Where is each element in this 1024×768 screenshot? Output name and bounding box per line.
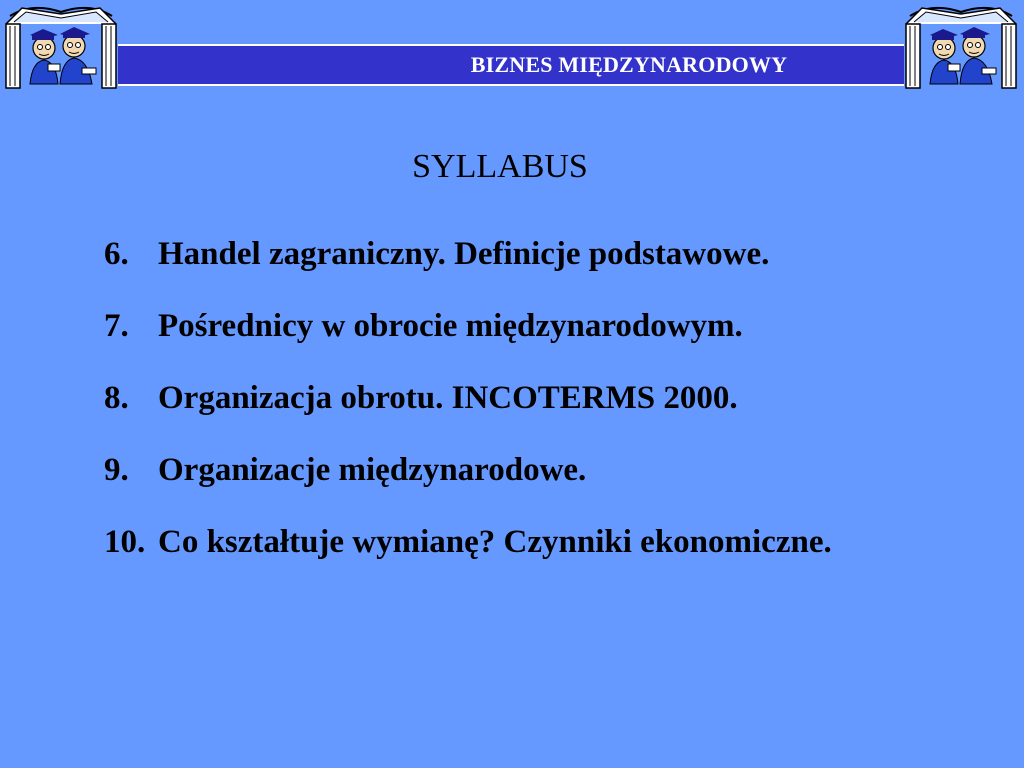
item-number: 8.	[104, 380, 129, 416]
list-item	[104, 520, 1004, 592]
item-number: 9.	[104, 452, 129, 488]
list-item	[104, 304, 1004, 376]
graduates-gate-icon	[902, 2, 1020, 90]
item-number: 6.	[104, 236, 129, 272]
graduates-gate-icon	[2, 2, 120, 90]
item-text: Handel zagraniczny. Definicje podstawowe.	[158, 236, 770, 272]
item-text: Organizacja obrotu. INCOTERMS 2000.	[158, 380, 738, 416]
header-band	[118, 44, 904, 86]
item-text: Co kształtuje wymianę? Czynniki ekonomiczne.	[158, 524, 832, 560]
list-item	[104, 376, 1004, 448]
graduates-logo-left	[2, 2, 120, 90]
item-text: Organizacje międzynarodowe.	[158, 452, 587, 488]
header-title: BIZNES MIĘDZYNARODOWY	[470, 52, 788, 77]
graduates-logo-right	[902, 2, 1020, 90]
item-number: 7.	[104, 308, 129, 344]
item-text: Pośrednicy w obrocie międzynarodowym.	[158, 308, 743, 344]
list-item	[104, 448, 1004, 520]
syllabus-list	[104, 232, 1004, 592]
list-item	[104, 232, 1004, 304]
slide-heading: SYLLABUS	[412, 148, 588, 185]
header-title-box	[418, 50, 840, 80]
item-number: 10.	[104, 524, 146, 560]
